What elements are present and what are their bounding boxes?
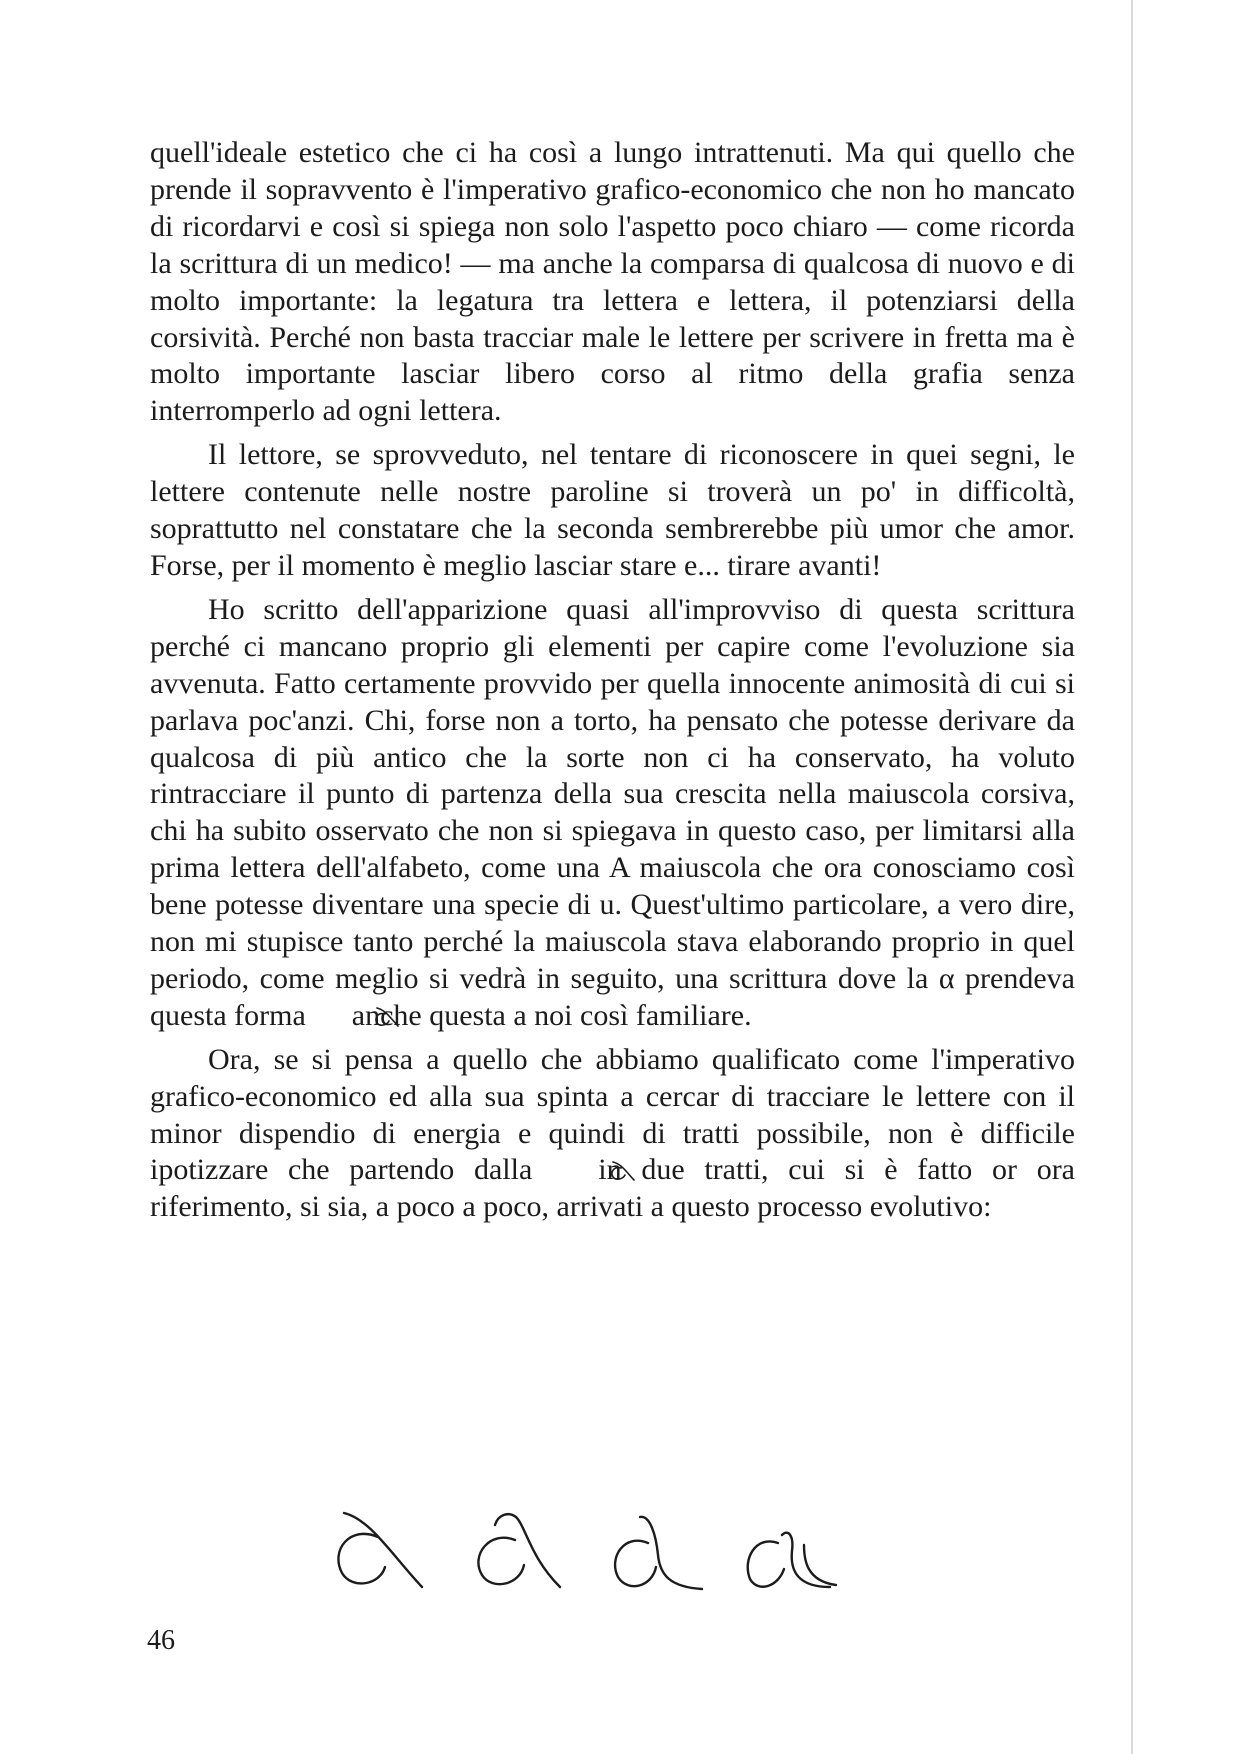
a-step-2-icon [478, 1514, 560, 1587]
a-step-4-icon [748, 1533, 836, 1587]
scan-edge-line [1131, 0, 1133, 1754]
paragraph-3-text-before: Ho scritto dell'apparizione quasi all'improvviso di questa scrittura perché ci mancano proprio gli elementi per capire come l'evoluzione sia avvenuta. Fatto certamente provvido per quella innocente animosità di cui si parlava poc'anzi. Chi, forse non a torto, ha pensato che potesse derivare da qualcosa di più antico che la sorte non ci ha conservato, ha voluto rintracciare il punto di partenza della sua crescita nella maiuscola corsiva, chi ha subito osservato che non si spiegava in questo caso, per limitarsi alla prima lettera dell'alfabeto, come una A maiuscola che ora conosciamo così bene potesse diventare una specie di u. Quest'ultimo particolare, a vero dire, non mi stupisce tanto perché la maiuscola stava elaborando proprio in quel periodo, come meglio si vedrà in seguito, una scrittura dove la α prendeva questa forma [150, 592, 1075, 1032]
letter-evolution-svg [330, 1495, 890, 1605]
half-uncial-a-glyph-icon [314, 1001, 344, 1025]
paragraph-2 [150, 437, 1075, 585]
half-uncial-a-glyph-icon-2 [550, 1155, 580, 1179]
paragraph-2-text: Il lettore, se sprovveduto, nel tentare di riconoscere in quei segni, le lettere contenute nelle nostre paroline si troverà un po' in difficoltà, soprattutto nel constatare che la seconda sembrerebbe più umor che amor. Forse, per il momento è meglio lasciar stare e... tirare avanti! [150, 438, 1075, 582]
a-step-3-icon [615, 1517, 702, 1589]
paragraph-3 [150, 592, 1075, 1035]
page-body [150, 135, 1075, 1226]
paragraph-3-text-after: anche questa a noi così familiare. [351, 998, 752, 1032]
paragraph-4-text-before: Ora, se si pensa a quello che abbiamo qualificato come l'imperativo grafico-economico ed alla sua spinta a cercar di tracciare le lettere con il minor dispendio di energia e quindi di tratti possibile, non è difficile ipotizzare che partendo dalla [150, 1042, 1075, 1187]
paragraph-1-text: quell'ideale estetico che ci ha così a lungo intrattenuti. Ma qui quello che prende il sopravvento è l'imperativo grafico-economico che non ho mancato di ricordarvi e così si spiega non solo l'aspetto poco chiaro — come ricorda la scrittura di un medico! — ma anche la comparsa di qualcosa di nuovo e di molto importante: la legatura tra lettera e lettera, il potenziarsi della corsività. Perché non basta tracciar male le lettere per scrivere in fretta ma è molto importante lasciar libero corso al ritmo della grafia senza interromperlo ad ogni lettera. [150, 136, 1075, 428]
page-number: 46 [147, 1625, 175, 1656]
paragraph-4 [150, 1042, 1075, 1227]
a-step-1-icon [338, 1513, 422, 1587]
paragraph-1 [150, 135, 1075, 430]
letter-evolution-figure [330, 1495, 890, 1605]
paragraph-4-text-after: in due tratti, cui si è fatto or ora riferimento, si sia, a poco a poco, arrivati a questo processo evolutivo: [150, 1153, 1075, 1224]
